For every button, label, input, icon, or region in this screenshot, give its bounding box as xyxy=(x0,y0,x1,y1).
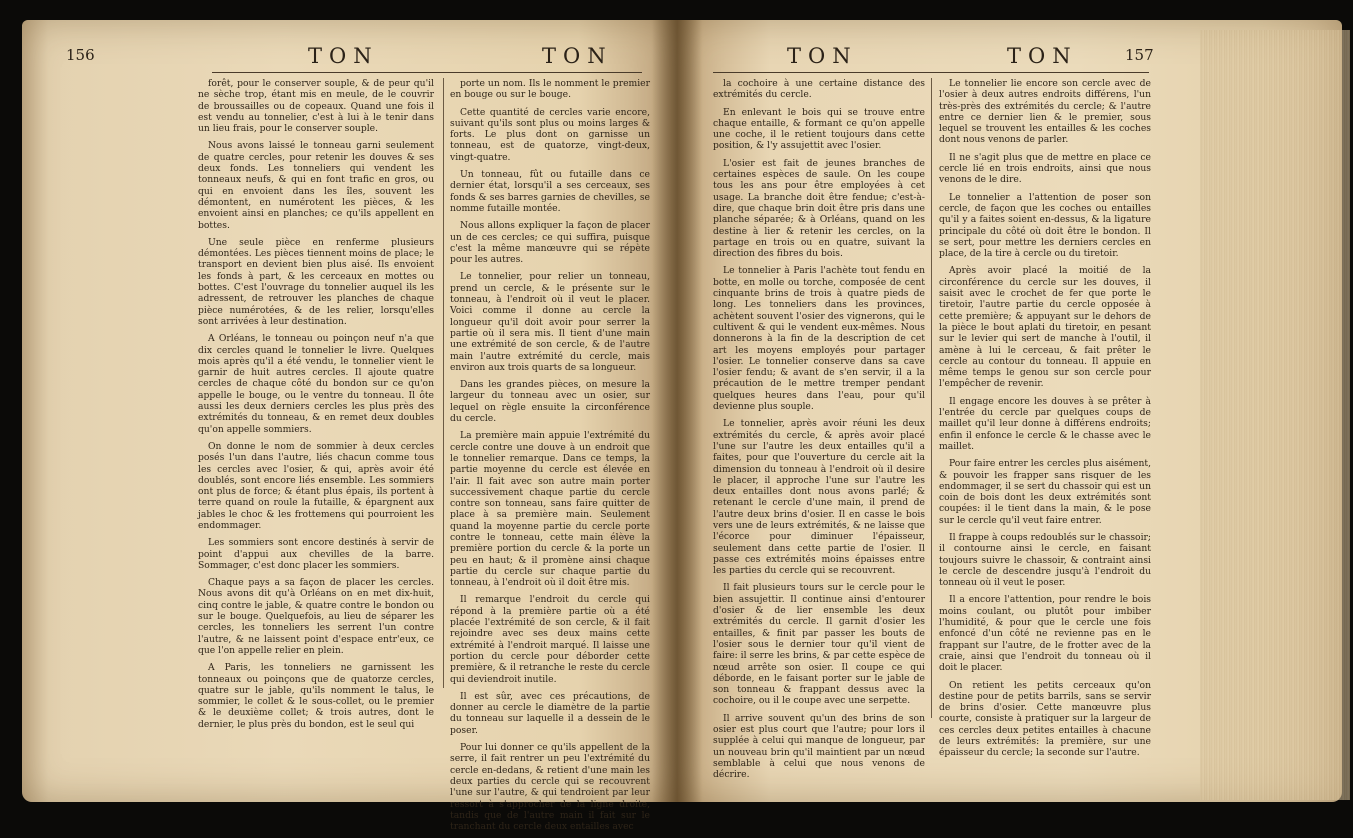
paragraph: A Orléans, le tonneau ou poinçon neuf n'a que dix cercles quand le tonnelier le livre. Quelques mois après qu'il a été vendu, le tonnelier vient le garnir de huit autres cercles. Il ajoute quatre cercles de chaque côté du bondon sur ce qu'on appelle le bouge, ou le ventre du tonneau. Il ôte aussi les deux derniers cercles les plus près des extrémités du tonneau, & en remet deux doubles qu'on appelle sommiers. xyxy=(198,333,434,435)
paragraph: A Paris, les tonneliers ne garnissent les tonneaux ou poinçons que de quatorze cercles, quatre sur le jable, qu'ils nomment le talus, le sommier, le collet & le sous-collet, ou le premier & le deuxième collet; & trois autres, dont le dernier, le plus près du bondon, est le seul qui xyxy=(198,662,434,730)
paragraph: porte un nom. Ils le nomment le premier en bouge ou sur le bouge. xyxy=(450,78,650,101)
paragraph: Dans les grandes pièces, on mesure la largeur du tonneau avec un osier, sur lequel on règle ensuite la circonférence du cercle. xyxy=(450,379,650,425)
column-divider-right xyxy=(931,78,932,718)
right-page xyxy=(677,20,1342,802)
paragraph: Une seule pièce en renferme plusieurs démontées. Les pièces tiennent moins de place; le transport en devient bien plus aisé. Ils envoient les fonds à part, & les cerceaux en mottes ou bottes. C'est l'ouvrage du tonnelier auquel ils les adressent, de retrouver les planches de chaque pièce numérotées, & de les relier, lorsqu'elles sont arrivées à leur destination. xyxy=(198,236,434,327)
paragraph: Pour lui donner ce qu'ils appellent de la serre, il fait rentrer un peu l'extrémité du cercle en-dedans, & retient d'une main les deux parties du cercle qui se recouvrent l'une sur l'autre, & qui tendroient par leur ressort à s'approcher de la ligne droite, tandis que de l'autre main il fait sur le tranchant du cercle deux entailles avec xyxy=(450,742,650,833)
paragraph: Cette quantité de cercles varie encore, suivant qu'ils sont plus ou moins larges & forts. Le plus dont on garnisse un tonneau, est de quatorze, vingt-deux, vingt-quatre. xyxy=(450,106,650,163)
book-gutter xyxy=(652,20,702,802)
paragraph: Le tonnelier lie encore son cercle avec de l'osier à deux autres endroits différens, l'un très-près des extrémités du cercle; & l'autre entre ce dernier lien & le premier, sous lequel se trouvent les entailles & les coches dont nous venons de parler. xyxy=(939,78,1151,146)
paragraph: Nous avons laissé le tonneau garni seulement de quatre cercles, pour retenir les douves & ses deux fonds. Les tonneliers qui vendent les tonneaux neufs, & qui en font trafic en gros, ou qui en envoient dans les îles, souvent les démontent, en numérotent les pièces, & les envoient ainsi en planches; ce qu'ils appellent en bottes. xyxy=(198,140,434,231)
paragraph: Les sommiers sont encore destinés à servir de point d'appui aux chevilles de la barre. Sommager, c'est donc placer les sommiers. xyxy=(198,537,434,571)
right-column-2 xyxy=(939,78,1151,765)
header-rule-left xyxy=(212,72,642,73)
page-number-left: 156 xyxy=(66,46,95,64)
paragraph: Nous allons expliquer la façon de placer un de ces cercles; ce qui suffira, puisque c'est la même manœuvre qui se répète pour les autres. xyxy=(450,220,650,266)
paragraph: On retient les petits cerceaux qu'on destine pour de petits barrils, sans se servir de brins d'osier. Cette manœuvre plus courte, consiste à pratiquer sur la largeur de ces cercles deux petites entailles à chacune de leurs extrémités: la première, sur une épaisseur du cercle; la seconde sur l'autre. xyxy=(939,679,1151,759)
paragraph: Il remarque l'endroit du cercle qui répond à la première partie où a été placée l'extrémité de son cercle, & il fait rejoindre avec ses deux mains cette extrémité à l'endroit marqué. Il laisse une portion du cercle pour déborder cette première, & il retranche le reste du cercle qui deviendroit inutile. xyxy=(450,594,650,685)
paragraph: forêt, pour le conserver souple, & de peur qu'il ne sèche trop, étant mis en meule, de le couvrir de broussailles ou de copeaux. Quand une fois il est vendu au tonnelier, c'est à lui à le tenir dans un lieu frais, pour le conserver souple. xyxy=(198,78,434,135)
paragraph: Il a encore l'attention, pour rendre le bois moins coulant, ou plutôt pour imbiber l'humidité, & pour que le cercle une fois enfoncé d'un côté ne revienne pas en le frappant sur l'autre, de le frotter avec de la craie, ainsi que l'endroit du tonneau où il doit le placer. xyxy=(939,594,1151,674)
paragraph: Il frappe à coups redoublés sur le chassoir; il contourne ainsi le cercle, en faisant toujours suivre le chassoir, & contraint ainsi le cercle de descendre jusqu'à l'endroit du tonneau où il veut le poser. xyxy=(939,531,1151,589)
paragraph: On donne le nom de sommier à deux cercles posés l'un dans l'autre, liés chacun comme tous les cercles avec l'osier, & qui, après avoir été doublés, sont encore liés ensemble. Les sommiers ont plus de force; & étant plus épais, ils portent à terre quand on roule la futaille, & épargnent aux jables le choc & les frottemens qui pourroient les endommager. xyxy=(198,440,434,531)
running-head-right-2: TON xyxy=(1007,44,1078,68)
paragraph: Le tonnelier, après avoir réuni les deux extrémités du cercle, & après avoir placé l'une sur l'autre les deux entailles qu'il a faites, pour que l'ouverture du cercle ait la dimension du tonneau à l'endroit où il desire le placer, il approche l'une sur l'autre les deux entailles dont nous avons parlé; & retenant le cercle d'une main, il prend de l'autre deux brins d'osier. Il en casse le bois vers une de leurs extrémités, & ne laisse que l'écorce pour diminuer l'épaisseur, seulement dans cette partie de l'osier. Il passe ces extrémités moins épaisses entre les parties du cercle qui se recouvrent. xyxy=(713,418,925,577)
paragraph: La première main appuie l'extrémité du cercle contre une douve à un endroit que le tonnelier remarque. Dans ce temps, la partie moyenne du cercle est élevée en l'air. Il fait avec son autre main porter successivement chaque partie du cercle contre son tonneau, sans faire quitter de place à sa première main. Seulement quand la moyenne partie du cercle porte contre le tonneau, cette main élève la première portion du cercle & la porte un peu en haut; & il promène ainsi chaque partie du cercle sur chaque partie du tonneau, à l'endroit où il doit être mis. xyxy=(450,430,650,589)
paragraph: Le tonnelier, pour relier un tonneau, prend un cercle, & le présente sur le tonneau, à l'endroit où il veut le placer. Voici comme il donne au cercle la longueur qu'il doit avoir pour serrer la partie où il sera mis. Il tient d'une main une extrémité de son cercle, & de l'autre main l'autre extrémité du cercle, mais environ aux trois quarts de sa longueur. xyxy=(450,271,650,373)
right-column-1 xyxy=(713,78,925,787)
paragraph: la cochoire à une certaine distance des extrémités du cercle. xyxy=(713,78,925,101)
paragraph: Il fait plusieurs tours sur le cercle pour le bien assujettir. Il continue ainsi d'entourer d'osier & de lier ensemble les deux extrémités du cercle. Il garnit d'osier les entailles, & finit par passer les bouts de l'osier sous le dernier tour qu'il vient de faire: il serre les brins, & par cette espèce de nœud arrête son osier. Il coupe ce qui déborde, en le faisant porter sur le jable de son tonneau & frappant dessus avec la cochoire, ou il le coupe avec une serpette. xyxy=(713,582,925,707)
left-column-1 xyxy=(198,78,434,736)
paragraph: Il ne s'agit plus que de mettre en place ce cercle lié en trois endroits, ainsi que nous venons de le dire. xyxy=(939,151,1151,186)
column-divider-left xyxy=(443,78,444,688)
open-book xyxy=(22,20,1342,833)
page-edges xyxy=(1200,30,1350,800)
paragraph: L'osier est fait de jeunes branches de certaines espèces de saule. On les coupe tous les ans pour être employées à cet usage. La branche doit être fendue; c'est-à-dire, que chaque brin doit être pris dans une planche séparée; & à Orléans, quand on les destine à lier & retenir les cercles, on la partage en trois ou en quatre, suivant la direction des fibres du bois. xyxy=(713,157,925,260)
running-head-left-1: TON xyxy=(308,44,379,68)
paragraph: Un tonneau, fût ou futaille dans ce dernier état, lorsqu'il a ses cerceaux, ses fonds & ses barres garnies de chevilles, se nomme futaille montée. xyxy=(450,169,650,214)
running-head-right-1: TON xyxy=(787,44,858,68)
left-column-2 xyxy=(450,78,650,838)
paragraph: Il est sûr, avec ces précautions, de donner au cercle le diamètre de la partie du tonneau sur laquelle il a dessein de le poser. xyxy=(450,690,650,736)
running-head-left-2: TON xyxy=(542,44,613,68)
paragraph: En enlevant le bois qui se trouve entre chaque entaille, & formant ce qu'on appelle une coche, il le retient toujours dans cette position, & l'y assujettit avec l'osier. xyxy=(713,106,925,152)
paragraph: Il engage encore les douves à se prêter à l'entrée du cercle par quelques coups de maillet qu'il leur donne à différens endroits; enfin il enfonce le cercle & le chasse avec le maillet. xyxy=(939,395,1151,452)
page-number-right: 157 xyxy=(1125,46,1154,64)
paragraph: Le tonnelier à Paris l'achète tout fendu en botte, en molle ou torche, composée de cent cinquante brins de trois à quatre pieds de long. Les tonneliers dans les provinces, achètent souvent l'osier des vignerons, qui le cultivent & qui le vendent eux-mêmes. Nous donnerons à la fin de la description de cet art les moyens employés pour partager l'osier. Le tonnelier conserve dans sa cave l'osier fendu; & avant de s'en servir, il a la précaution de le mettre tremper pendant quelques heures dans l'eau, pour qu'il devienne plus souple. xyxy=(713,265,925,413)
paragraph: Pour faire entrer les cercles plus aisément, & pouvoir les frapper sans risquer de les endommager, il se sert du chassoir qui est un coin de bois dont les deux extrémités sont coupées: il le tient dans la main, & le pose sur le cercle qu'il veut faire entrer. xyxy=(939,458,1151,526)
left-page xyxy=(22,20,677,833)
paragraph: Il arrive souvent qu'un des brins de son osier est plus court que l'autre; pour lors il supplée à celui qui manque de longueur, par un nouveau brin qu'il maintient par un nœud semblable à celui que nous venons de décrire. xyxy=(713,712,925,781)
paragraph: Chaque pays a sa façon de placer les cercles. Nous avons dit qu'à Orléans on en met dix-huit, cinq contre le jable, & quatre contre le bondon ou sur le bouge. Quelquefois, au lieu de séparer les cercles, les tonneliers les serrent l'un contre l'autre, & ne laissent point d'espace entr'eux, ce que l'on appelle relier en plein. xyxy=(198,577,434,656)
paragraph: Le tonnelier a l'attention de poser son cercle, de façon que les coches ou entailles qu'il y a faites soient en-dessus, & la ligature principale du côté où doit être le bondon. Il se sert, pour mettre les derniers cercles en place, de la tire à cercle ou du tiretoir. xyxy=(939,191,1151,260)
header-rule-right xyxy=(713,72,1149,73)
paragraph: Après avoir placé la moitié de la circonférence du cercle sur les douves, il saisit avec le crochet de fer que porte le tiretoir, l'autre partie du cercle opposée à cette première; & appuyant sur le dehors de la pièce le bout aplati du tiretoir, en pesant sur le levier qui sert de manche à l'outil, il amène à lui le cerceau, & fait prêter le cercle au contour du tonneau. Il appuie en même temps le genou sur son cercle pour l'empêcher de revenir. xyxy=(939,265,1151,390)
